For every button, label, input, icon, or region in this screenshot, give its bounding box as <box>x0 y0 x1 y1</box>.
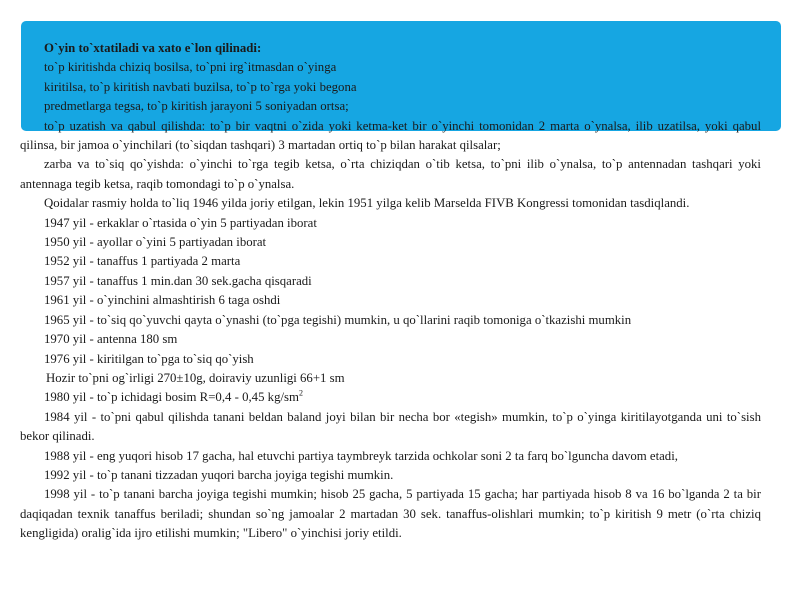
paragraph: 1950 yil - ayollar o`yini 5 partiyadan iborat <box>44 235 267 250</box>
paragraph: 1952 yil - tanaffus 1 partiyada 2 marta <box>44 254 241 269</box>
paragraph: kiritilsa, to`p kiritish navbati buzilsa, to`p to`rga yoki begona <box>44 79 357 94</box>
paragraph: 1988 yil - eng yuqori hisob 17 gacha, hal etuvchi partiya taymbreyk tarzida ochkolar soni 2 ta farq bo`lguncha davom etadi, <box>44 448 678 463</box>
paragraph: to`p kiritishda chiziq bosilsa, to`pni irg`itmasdan o`yinga <box>44 60 337 75</box>
paragraph: Qoidalar rasmiy holda to`liq 1946 yilda joriy etilgan, lekin 1951 yilga kelib Marselda FIVB Kongressi tomonidan tasdiqlandi. <box>44 196 690 211</box>
paragraph: 1947 yil - erkaklar o`rtasida o`yin 5 partiyadan iborat <box>44 215 317 230</box>
paragraph: 1961 yil - o`yinchini almashtirish 6 taga oshdi <box>44 293 281 308</box>
paragraph: zarba va to`siq qo`yishda: o`yinchi to`rga tegib ketsa, o`rta chiziqdan o`tib ketsa, to`pni ilib o`ynalsa, to`p antennadan tashqari yoki antennaga tegib ketsa, raqib tomondagi to`p o`ynalsa. <box>20 157 761 191</box>
paragraph: 1957 yil - tanaffus 1 min.dan 30 sek.gacha qisqaradi <box>44 273 312 288</box>
paragraph: 1998 yil - to`p tanani barcha joyiga tegishi mumkin; hisob 25 gacha, 5 partiyada 15 gacha; har partiyada hisob 8 va 16 bo`lganda 2 ta bir daqiqadan texnik tanaffus beriladi; shundan so`ng jamoalar 2 martadan 30 sek. tanaffus-olishlari mumkin; to`p kiritish 9 metr (o`rta chiziq kengligida) oralig`ida ijro etilishi mumkin; "Libero" o`yinchisi joriy etildi. <box>20 487 761 541</box>
section-heading: O`yin to`xtatiladi va xato e`lon qilinadi: <box>44 41 262 55</box>
paragraph: 1970 yil - antenna 180 sm <box>44 332 178 347</box>
paragraph-text: 1980 yil - to`p ichidagi bosim R=0,4 - 0,45 kg/sm <box>44 390 299 405</box>
paragraph: to`p uzatish va qabul qilishda: to`p bir vaqtni o`zida yoki ketma-ket bir o`yinchi tomonidan 2 marta o`ynalsa, ilib uzatilsa, yoki qabul qilinsa, bir jamoa o`yinchilari (to`siqdan tashqari) 3 martadan ortiq to`p bilan harakat qilsalar; <box>20 118 761 153</box>
paragraph: 1992 yil - to`p tanani tizzadan yuqori barcha joyiga tegishi mumkin. <box>44 467 394 482</box>
superscript: 2 <box>298 389 303 399</box>
paragraph: predmetlarga tegsa, to`p kiritish jarayoni 5 soniyadan ortsa; <box>44 99 349 114</box>
document-body <box>20 39 761 544</box>
paragraph: Hozir to`pni og`irligi 270±10g, doiraviy uzunligi 66+1 sm <box>46 370 345 385</box>
paragraph: 1976 yil - kiritilgan to`pga to`siq qo`yish <box>44 351 254 366</box>
paragraph: 1984 yil - to`pni qabul qilishda tanani beldan baland joyi bilan bir necha bor «tegish» mumkin, to`p o`yinga kiritilayotganda uni to`sish bekor qilinadi. <box>20 409 761 444</box>
paragraph: 1965 yil - to`siq qo`yuvchi qayta o`ynashi (to`pga tegishi) mumkin, u qo`llarini raqib tomoniga o`tkazishi mumkin <box>44 312 632 327</box>
paragraph-with-superscript <box>20 388 761 407</box>
